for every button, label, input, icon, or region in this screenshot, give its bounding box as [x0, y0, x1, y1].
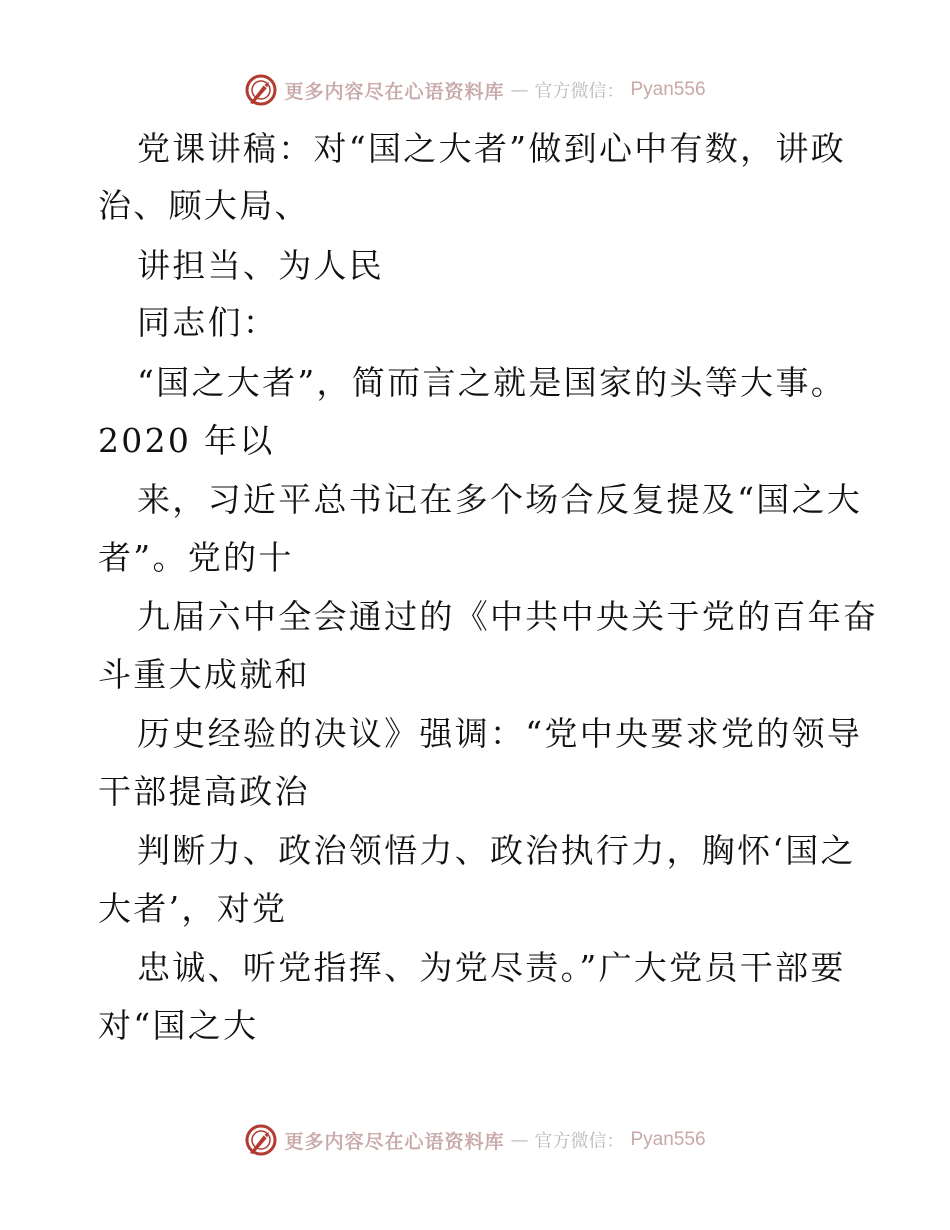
watermark-wechat-label: 官方微信：	[534, 1131, 625, 1152]
pen-logo-icon	[244, 1123, 278, 1157]
text-line: 治、顾大局、	[98, 186, 310, 225]
watermark-wechat-id: Pyan556	[630, 1129, 706, 1150]
text-line: 历史经验的决议》强调：“党中央要求党的领导	[137, 714, 863, 753]
text-line: “国之大者”，简而言之就是国家的头等大事。	[137, 363, 847, 402]
text-line: 大者’，对党	[98, 889, 288, 928]
text-line: 斗重大成就和	[98, 655, 310, 694]
text-line: 者”。党的十	[98, 538, 294, 577]
text-line: 对“国之大	[98, 1006, 259, 1045]
watermark-dash: —	[510, 1129, 529, 1151]
watermark-text: 更多内容尽在心语资料库	[284, 1130, 505, 1153]
text-line: 来，习近平总书记在多个场合反复提及“国之大	[137, 480, 863, 519]
text-line: 判断力、政治领悟力、政治执行力，胸怀‘国之	[137, 831, 856, 870]
header-watermark	[0, 70, 950, 110]
watermark-wechat-id: Pyan556	[630, 79, 706, 100]
footer-watermark	[0, 1120, 950, 1160]
text-line: 同志们：	[137, 303, 279, 342]
text-line: 干部提高政治	[98, 772, 310, 811]
text-line: 讲担当、为人民	[137, 246, 385, 285]
text-line: 九届六中全会通过的《中共中央关于党的百年奋	[137, 597, 879, 636]
watermark-dash: —	[510, 79, 529, 101]
text-line: 忠诚、听党指挥、为党尽责。”广大党员干部要	[137, 948, 846, 987]
pen-logo-icon	[244, 73, 278, 107]
text-line: 党课讲稿：对“国之大者”做到心中有数，讲政	[137, 129, 847, 168]
watermark-wechat-label: 官方微信：	[534, 81, 625, 102]
watermark-text: 更多内容尽在心语资料库	[284, 80, 505, 103]
text-line: 2020 年以	[98, 421, 275, 460]
